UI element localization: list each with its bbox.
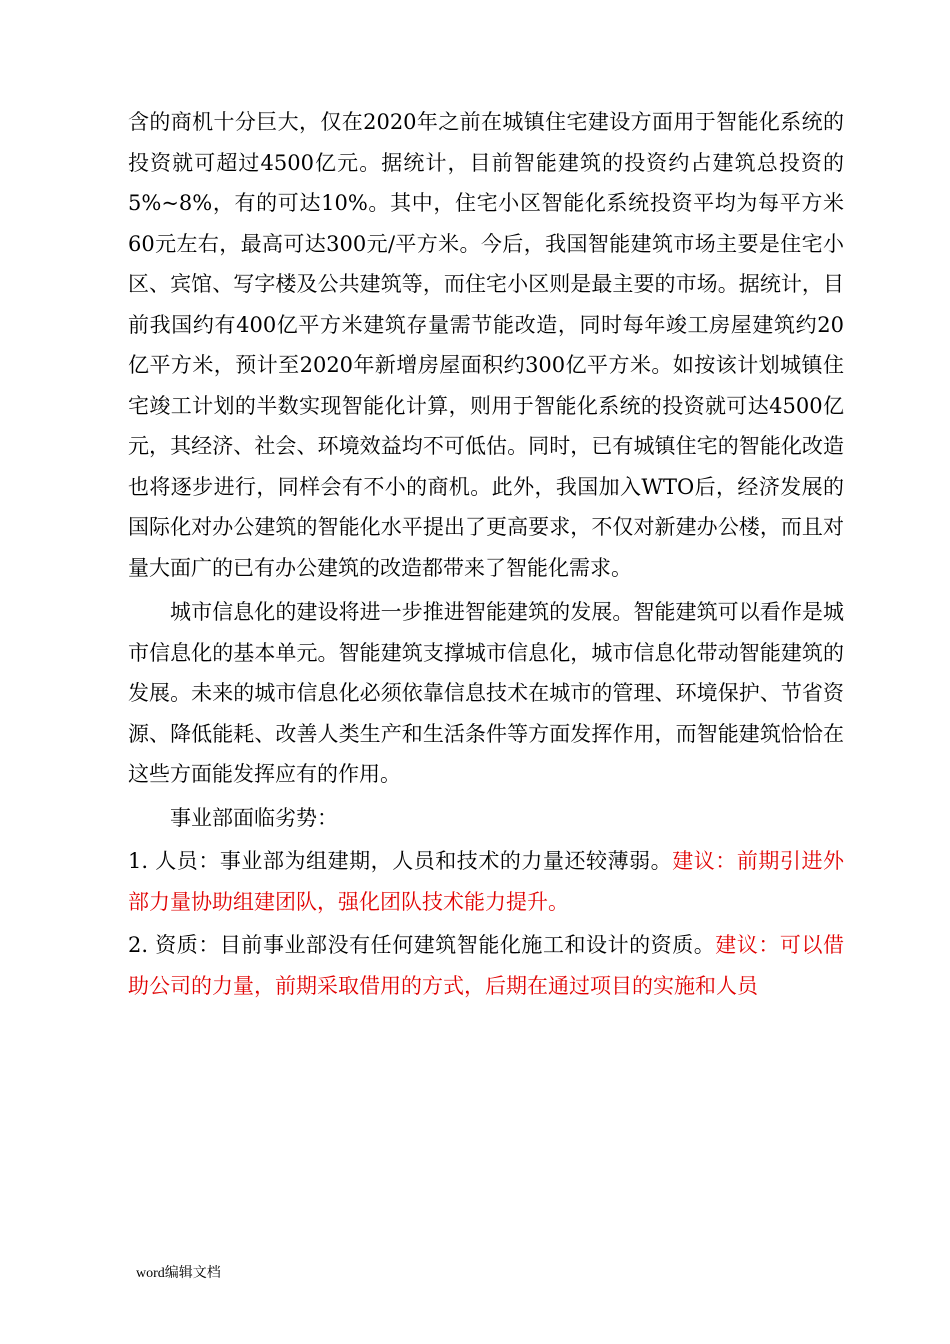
weakness-item-2-text: 2. 资质：目前事业部没有任何建筑智能化施工和设计的资质。: [128, 933, 716, 957]
body-paragraph-1: 含的商机十分巨大，仅在2020年之前在城镇住宅建设方面用于智能化系统的投资就可超过4500亿元。据统计，目前智能建筑的投资约占建筑总投资的5%~8%，有的可达10%。其中，住宅小区智能化系统投资平均为每平方米60元左右，最高可达300元/平方米。今后，我国智能建筑市场主要是住宅小区、宾馆、写字楼及公共建筑等，而住宅小区则是最主要的市场。据统计，目前我国约有400亿平方米建筑存量需节能改造，同时每年竣工房屋建筑约20亿平方米，预计至2020年新增房屋面积约300亿平方米。如按该计划城镇住宅竣工计划的半数实现智能化计算，则用于智能化系统的投资就可达4500亿元，其经济、社会、环境效益均不可低估。同时，已有城镇住宅的智能化改造也将逐步进行，同样会有不小的商机。此外，我国加入WTO后，经济发展的国际化对办公建筑的智能化水平提出了更高要求，不仅对新建办公楼，而且对量大面广的已有办公建筑的改造都带来了智能化需求。: [128, 110, 844, 580]
weakness-heading: 事业部面临劣势：: [170, 805, 338, 830]
body-paragraph-2: 城市信息化的建设将进一步推进智能建筑的发展。智能建筑可以看作是城市信息化的基本单元。智能建筑支撑城市信息化，城市信息化带动智能建筑的发展。未来的城市信息化必须依靠信息技术在城市的管理、环境保护、节省资源、降低能耗、改善人类生产和生活条件等方面发挥作用，而智能建筑恰恰在这些方面能发挥应有的作用。: [128, 600, 844, 786]
weakness-item-2-suggestion: 建议：可以借助公司的力量，前期采取借用的方式，后期在通过项目的实施和人员: [128, 933, 844, 998]
weakness-item-2: [128, 925, 844, 1006]
weakness-item-1-suggestion: 建议：前期引进外部力量协助组建团队，强化团队技术能力提升。: [128, 849, 844, 914]
weakness-item-1: [128, 841, 844, 922]
weakness-item-1-text: 1. 人员：事业部为组建期，人员和技术的力量还较薄弱。: [128, 849, 673, 873]
page-footer: word编辑文档: [136, 1266, 221, 1281]
document-body: [128, 102, 844, 1006]
